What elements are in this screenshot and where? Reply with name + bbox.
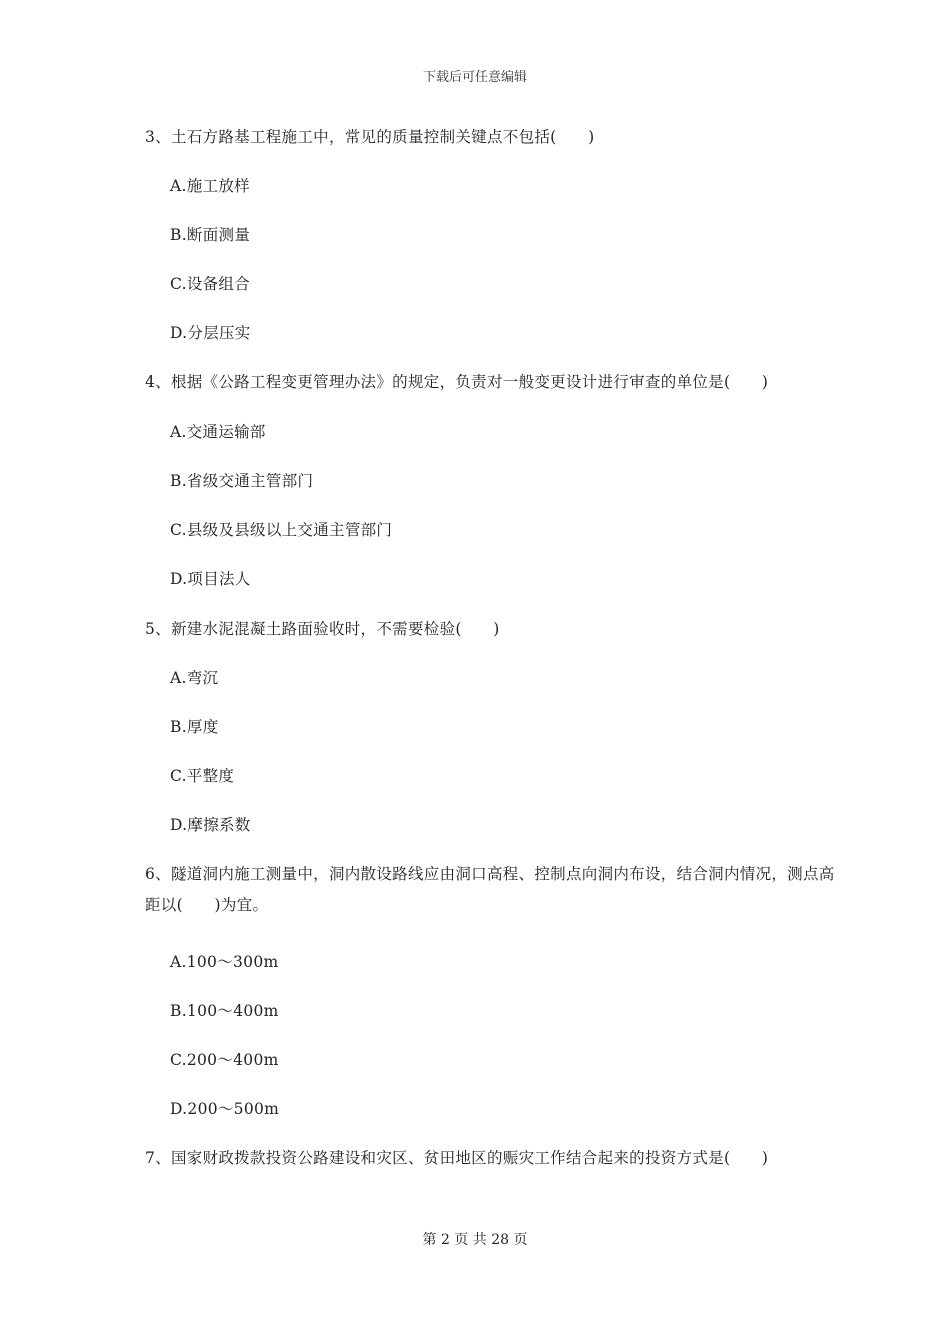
option-5-b: B.厚度 [170, 718, 219, 736]
page-header: 下载后可任意编辑 [422, 70, 527, 85]
option-6-a: A.100～300m [170, 953, 279, 971]
option-4-a: A.交通运输部 [170, 423, 266, 441]
question-3: 3、土石方路基工程施工中，常见的质量控制关键点不包括( ) [145, 128, 595, 146]
option-3-a: A.施工放样 [170, 177, 250, 195]
option-4-b: B.省级交通主管部门 [170, 472, 314, 490]
option-6-d: D.200～500m [170, 1100, 280, 1118]
question-6: 6、隧道洞内施工测量中，洞内散设路线应由洞口高程、控制点向洞内布设，结合洞内情况，测点高距以( )为宜。 [145, 865, 835, 914]
option-4-c: C.县级及县级以上交通主管部门 [170, 521, 393, 539]
question-5: 5、新建水泥混凝土路面验收时，不需要检验( ) [145, 620, 500, 638]
question-4: 4、根据《公路工程变更管理办法》的规定，负责对一般变更设计进行审查的单位是( ) [145, 373, 769, 391]
page-footer: 第 2 页 共 28 页 [422, 1232, 528, 1248]
option-3-b: B.断面测量 [170, 226, 251, 244]
question-7: 7、国家财政拨款投资公路建设和灾区、贫田地区的赈灾工作结合起来的投资方式是( ) [145, 1149, 769, 1167]
option-5-c: C.平整度 [170, 767, 235, 785]
option-5-d: D.摩擦系数 [170, 816, 251, 834]
option-6-c: C.200～400m [170, 1051, 279, 1069]
option-6-b: B.100～400m [170, 1002, 279, 1020]
option-4-d: D.项目法人 [170, 570, 251, 588]
option-3-c: C.设备组合 [170, 275, 251, 293]
option-3-d: D.分层压实 [170, 324, 251, 342]
option-5-a: A.弯沉 [170, 669, 219, 687]
